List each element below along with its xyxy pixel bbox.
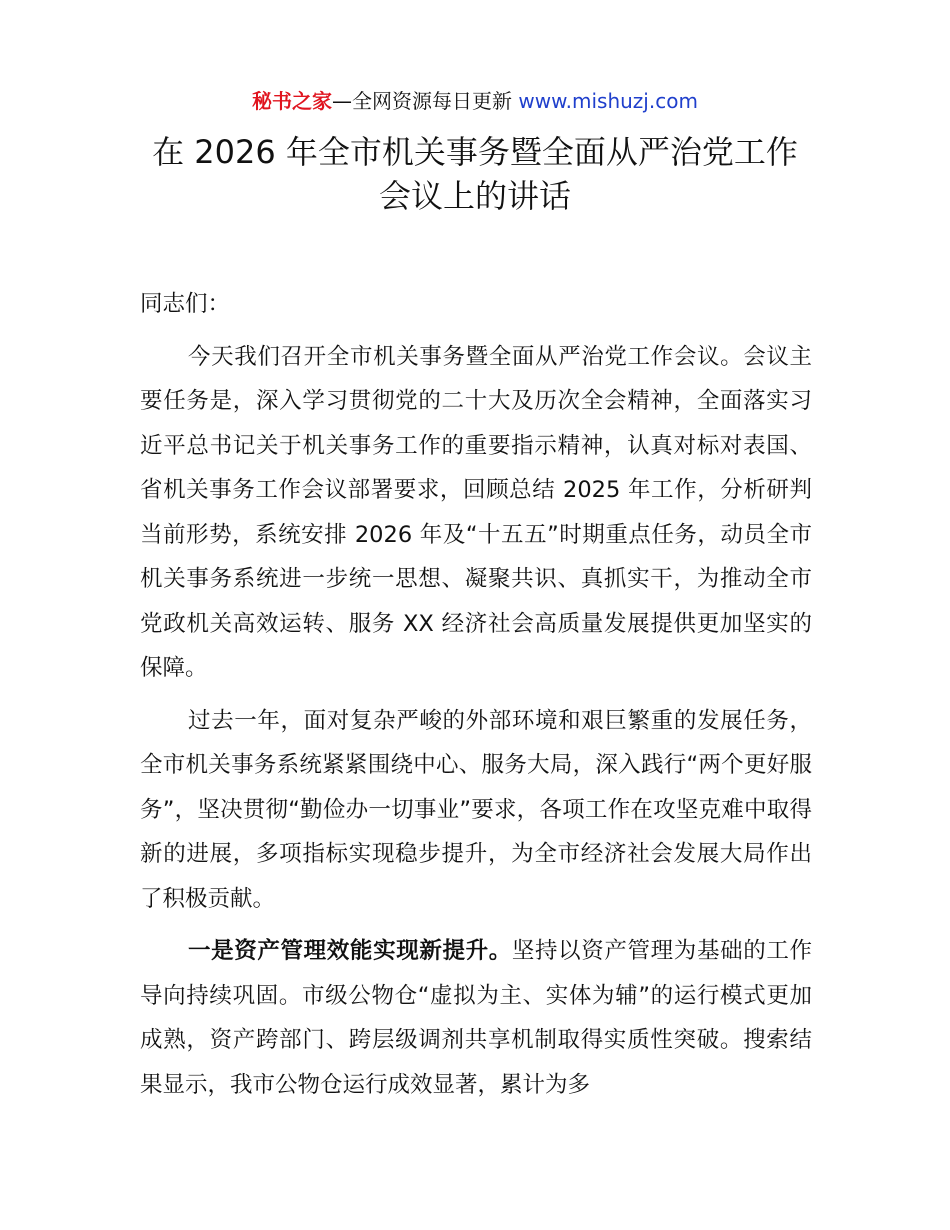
document-body: [140, 282, 812, 1115]
paragraph-lead: 一是资产管理效能实现新提升。: [188, 938, 512, 964]
greeting: 同志们：: [140, 291, 231, 317]
paragraph-text: 坚持以资产管理为基础的工作导向持续巩固。市级公物仓“虚拟为主、实体为辅”的运行模式更加成熟，资产跨部门、跨层级调剂共享机制取得实质性突破。搜索结果显示，我市公物仓运行成效显著，累计为多: [140, 938, 812, 1098]
site-slogan: —全网资源每日更新: [332, 89, 519, 113]
site-brand: 秘书之家: [252, 89, 333, 113]
paragraph-text: 过去一年，面对复杂严峻的外部环境和艰巨繁重的发展任务，全市机关事务系统紧紧围绕中心、服务大局，深入践行“两个更好服务”，坚决贯彻“勤俭办一切事业”要求，各项工作在攻坚克难中取得新的进展，多项指标实现稳步提升，为全市经济社会发展大局作出了积极贡献。: [140, 707, 812, 912]
paragraph-asset-management: [140, 929, 812, 1107]
site-header: [0, 86, 950, 116]
document-title: 在 2026 年全市机关事务暨全面从严治党工作会议上的讲话: [152, 133, 798, 215]
site-url-link[interactable]: www.mishuzj.com: [518, 89, 698, 113]
paragraph-review: [140, 699, 812, 922]
paragraph-text: 今天我们召开全市机关事务暨全面从严治党工作会议。会议主要任务是，深入学习贯彻党的二十大及历次全会精神，全面落实习近平总书记关于机关事务工作的重要指示精神，认真对标对表国、省机关事务工作会议部署要求，回顾总结 2025 年工作，分析研判当前形势，系统安排 2026 年及“十五五”时期重点任务，动员全市机关事务系统进一步统一思想、凝聚共识、真抓实干，为推动全市党政机关高效运转、服务 XX 经济社会高质量发展提供更加坚实的保障。: [140, 343, 812, 681]
paragraph-opening: [140, 335, 812, 691]
